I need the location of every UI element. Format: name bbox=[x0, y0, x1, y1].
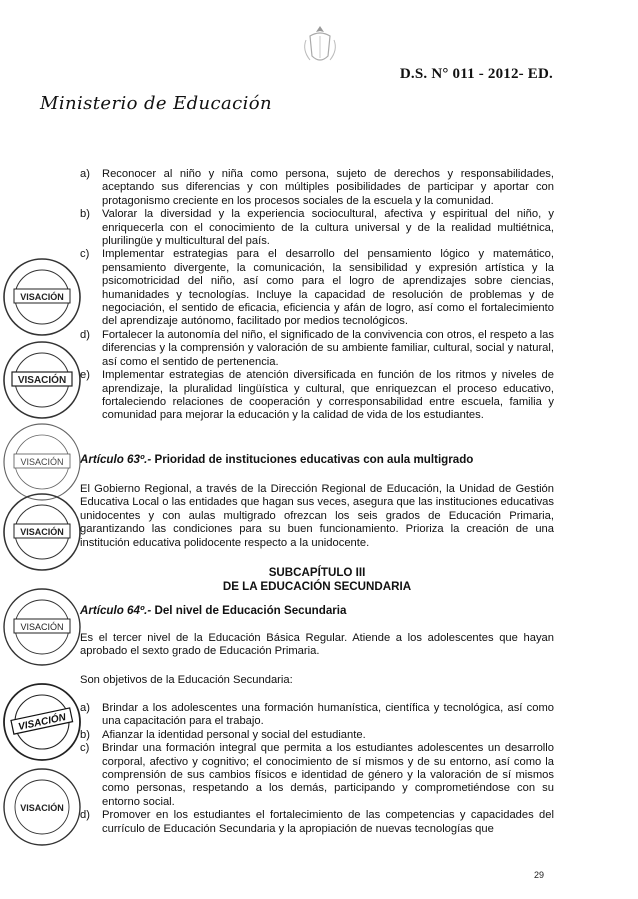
secondary-objectives-list bbox=[80, 702, 554, 836]
list-item bbox=[80, 369, 554, 423]
item-text: Brindar una formación integral que permita a los estudiantes adolescentes un desarrollo corporal, afectivo y cognitivo; el conocimiento de sí mismos y de su entorno, así como la comprensión de sus cambios físicos e identidad de género y la valoración de sí mismos como personas, respetando a los demás, participando y comprometiéndose con su entorno social. bbox=[102, 742, 554, 808]
item-label: e) bbox=[80, 369, 90, 382]
coat-of-arms-icon bbox=[298, 22, 342, 72]
stamp-text: VISACIÓN bbox=[20, 622, 64, 632]
stamp-text: VISACIÓN bbox=[20, 457, 64, 467]
stamp-text: VISACIÓN bbox=[17, 375, 67, 386]
stamp-text: VISACIÓN bbox=[20, 527, 64, 537]
article-64-body: Es el tercer nivel de la Educación Básica Regular. Atiende a los adolescentes que hayan aprobado el sexto grado de Educación Primaria. bbox=[80, 632, 554, 658]
list-item bbox=[80, 729, 554, 742]
item-text: Brindar a los adolescentes una formación humanística, científica y tecnológica, así como una capacitación para el trabajo. bbox=[102, 702, 554, 728]
item-label: b) bbox=[80, 728, 90, 741]
article-63-body: El Gobierno Regional, a través de la Dirección Regional de Educación, la Unidad de Gestión Educativa Local o las entidades que hagan sus veces, asegura que las instituciones educativas unidocentes y con aulas multigrado ofrezcan los seis grados de Educación Primaria, garantizando las condiciones para su buen funcionamiento. Prioriza la creación de una institución educativa polidocente respecto a la unidocente. bbox=[80, 483, 554, 549]
item-label: c) bbox=[80, 742, 90, 755]
stamp-text: VISACIÓN bbox=[20, 803, 64, 813]
subchapter-number: SUBCAPÍTULO III bbox=[268, 566, 366, 579]
subchapter-heading bbox=[80, 566, 554, 594]
primary-objectives-list bbox=[80, 168, 554, 423]
objectives-intro: Son objetivos de la Educación Secundaria: bbox=[80, 674, 293, 686]
list-item bbox=[80, 702, 554, 729]
item-label: b) bbox=[80, 208, 90, 221]
item-label: a) bbox=[80, 702, 90, 714]
approval-stamp bbox=[0, 585, 84, 669]
page-number: 29 bbox=[534, 870, 545, 880]
article-number: Artículo 64º.- bbox=[80, 604, 152, 617]
stamp-text: VISACIÓN bbox=[17, 712, 67, 733]
item-label: d) bbox=[80, 809, 90, 822]
subchapter-title: DE LA EDUCACIÓN SECUNDARIA bbox=[222, 580, 412, 593]
list-item bbox=[80, 208, 554, 248]
approval-stamp bbox=[0, 338, 84, 422]
objectives-intro-block bbox=[80, 674, 554, 687]
article-title: Del nivel de Educación Secundaria bbox=[154, 604, 347, 617]
article-63-heading bbox=[80, 453, 473, 466]
list-item bbox=[80, 809, 554, 836]
article-number: Artículo 63º.- bbox=[80, 453, 152, 466]
item-label: a) bbox=[80, 168, 90, 180]
item-text: Promover en los estudiantes el fortalecimiento de las competencias y capacidades del currículo de Educación Secundaria y la apropiación de nuevas tecnologías que bbox=[102, 809, 554, 835]
article-63-body-block bbox=[80, 483, 554, 550]
approval-stamp bbox=[0, 680, 84, 764]
approval-stamp bbox=[0, 490, 84, 574]
stamp-text: VISACIÓN bbox=[20, 292, 64, 302]
article-title: Prioridad de instituciones educativas con aula multigrado bbox=[154, 453, 474, 466]
article-64-heading bbox=[80, 604, 346, 617]
item-text: Afianzar la identidad personal y social del estudiante. bbox=[102, 728, 366, 741]
list-item bbox=[80, 168, 554, 208]
item-text: Fortalecer la autonomía del niño, el significado de la convivencia con otros, el respeto a las diferencias y la comprensión y valoración de su ambiente familiar, cultural, social y natural, así como el sentido de pertenencia. bbox=[102, 328, 554, 368]
article-64-body-block bbox=[80, 632, 554, 659]
list-item bbox=[80, 248, 554, 328]
item-text: Valorar la diversidad y la experiencia sociocultural, afectiva y espiritual del niño, y enriquecerla con el conocimiento de la cultura universal y de la realidad multiétnica, plurilingüe y multicultural del país. bbox=[102, 208, 554, 248]
list-item bbox=[80, 742, 554, 809]
list-item bbox=[80, 329, 554, 369]
item-label: d) bbox=[80, 328, 90, 341]
item-text: Implementar estrategias para el desarrollo del pensamiento lógico y matemático, pensamiento divergente, la comunicación, la sensibilidad y expresión artística y la psicomotricidad del niño, así como para el logro de aprendizajes sobre ciencias, humanidades y tecnologías. Incluye la capacidad de resolución de problemas y de negociación, el sentido de eficacia, eficiencia y afán de logro, así como el fortalecimiento del aprendizaje autónomo, facilitado por medios tecnológicos. bbox=[102, 248, 554, 328]
ministry-title: Ministerio de Educación bbox=[40, 93, 273, 114]
item-text: Implementar estrategias de atención diversificada en función de los ritmos y niveles de aprendizaje, la pluralidad lingüística y cultural, que enriquezcan el proceso educativo, fortaleciendo relaciones de cooperación y corresponsabilidad entre escuela, familia y comunidad para mejorar la educación y la calidad de vida de los estudiantes. bbox=[102, 369, 554, 422]
approval-stamp bbox=[0, 765, 84, 849]
item-text: Reconocer al niño y niña como persona, sujeto de derechos y responsabilidades, aceptando sus diferencias y con múltiples posibilidades de participar y aportar con protagonismo creciente en los procesos sociales de la escuela y la comunidad. bbox=[102, 168, 554, 207]
approval-stamp bbox=[0, 255, 84, 339]
item-label: c) bbox=[80, 248, 90, 261]
decree-number: D.S. N° 011 - 2012- ED. bbox=[399, 66, 553, 82]
